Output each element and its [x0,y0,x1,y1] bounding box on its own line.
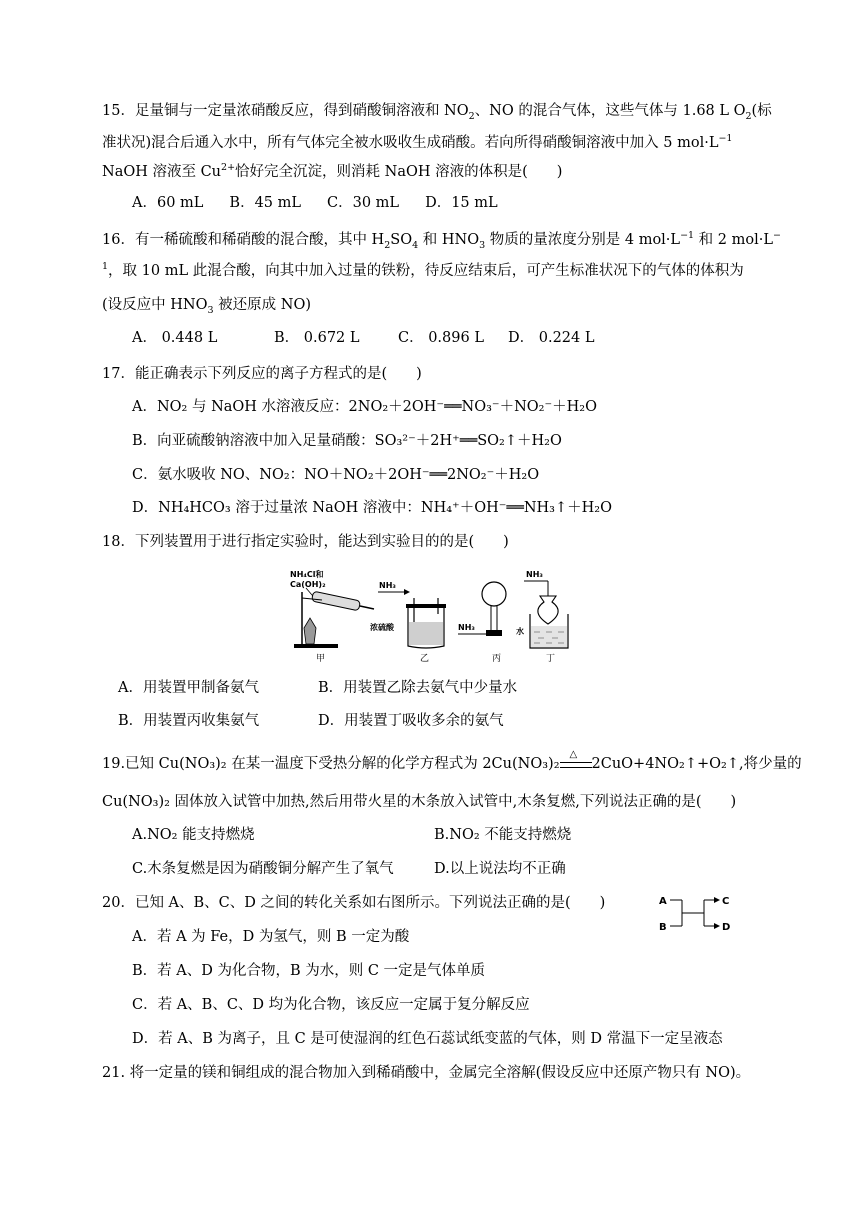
q21-stem: 21. 将一定量的镁和铜组成的混合物加入到稀硝酸中，金属完全溶解(假设反应中还原产物只有 NO)。 [102,1065,751,1081]
q17-option-a: A．NO₂ 与 NaOH 水溶液反应：2NO₂＋2OH⁻══NO₃⁻＋NO₂⁻＋H₂O [132,399,597,415]
q17-option-c: C．氨水吸收 NO、NO₂：NO＋NO₂＋2OH⁻══2NO₂⁻＋H₂O [132,467,540,483]
heat-symbol: △ [569,749,578,760]
q19-line-1: 19.已知 Cu(NO₃)₂ 在某一温度下受热分解的化学方程式为 2Cu(NO₃)₂ △ 2CuO+4NO₂↑+O₂↑,将少量的 [102,754,802,774]
q15-line-3: NaOH 溶液至 $Cu^{2+}$恰好完全沉淀，则消耗 NaOH 溶液的体积是( ) [102,162,563,180]
fig-label-ding: 丁 [546,654,556,664]
fig-round-flask [482,582,506,606]
q16-option-b: B． 0.672 L [274,330,360,346]
q18-stem: 18．下列装置用于进行指定实验时，能达到实验目的的是( ) [102,534,509,550]
fig-reagent-label-2: Ca(OH)₂ [290,580,326,589]
fig-label-jia: 甲 [316,654,326,664]
q15-line-1: 15．足量铜与一定量浓硝酸反应，得到硝酸铜溶液和 $NO_2$、NO 的混合气体，这些气体与 1.68 L $O_2$(标 [102,103,772,122]
q19-option-a: A.NO₂ 能支持燃烧 [132,827,255,843]
q16-line-2: $^1$，取 10 mL 此混合酸，向其中加入过量的铁粉，待反应结束后，可产生标准状况下的气体的体积为 [102,261,744,279]
q20-option-d: D．若 A、B 为离子，且 C 是可使湿润的红色石蕊试纸变蓝的气体，则 D 常温下一定呈液态 [132,1031,723,1047]
fig-acid-label: 浓硫酸 [370,623,394,632]
q16-option-a: A． 0.448 L [132,330,218,346]
q15-option-b: B．45 mL [229,195,302,211]
q18-option-a: A．用装置甲制备氨气 [118,680,259,696]
q18-option-c: B．用装置丙收集氨气 [118,713,260,729]
fig-nh3-label-b: NH₃ [379,581,396,590]
q17-stem: 17．能正确表示下列反应的离子方程式的是( ) [102,366,422,382]
q19-line-2: Cu(NO₃)₂ 固体放入试管中加热,然后用带火星的木条放入试管中,木条复燃,下列说法正确的是( ) [102,794,737,810]
q15-option-c: C．30 mL [327,195,400,211]
q20-stem: 20．已知 A、B、C、D 之间的转化关系如右图所示。下列说法正确的是( ) [102,895,606,911]
q15-line-2: 准状况)混合后通入水中，所有气体完全被水吸收生成硝酸。若向所得硝酸铜溶液中加入 5 $mol\cdot L^{-1}$ [102,133,733,151]
q20-option-c: C．若 A、B、C、D 均为化合物，该反应一定属于复分解反应 [132,997,530,1013]
fig-water-label: 水 [516,627,524,636]
q19-option-c: C.木条复燃是因为硝酸铜分解产生了氧气 [132,861,394,877]
q20-option-a: A．若 A 为 Fe，D 为氢气，则 B 一定为酸 [132,929,410,945]
fig-node-d: D [722,922,731,933]
q16-line-3: (设反应中 $HNO_3$ 被还原成 NO) [102,297,311,316]
q18-option-d: D．用装置丁吸收多余的氨气 [318,713,504,729]
q16-line-1: 16．有一稀硫酸和稀硝酸的混合酸，其中 $H_2SO_4$ 和 $HNO_3$ 物质的量浓度分别是 4 $mol\cdot L^{-1}$ 和 2 mol·L− [102,230,781,251]
fig-node-a: A [659,896,667,907]
fig-label-bing: 丙 [492,654,502,664]
q18-option-b: B．用装置乙除去氨气中少量水 [318,680,518,696]
fig-node-c: C [722,896,730,907]
q16-option-c: C． 0.896 L [398,330,484,346]
fig-node-b: B [659,922,667,933]
q16-option-d: D． 0.224 L [508,330,595,346]
fig-test-tube [311,591,360,611]
fig-label-yi: 乙 [420,654,430,664]
fig-nh3-label-c: NH₃ [458,623,475,632]
q19-option-b: B.NO₂ 不能支持燃烧 [434,827,572,843]
q19-option-d: D.以上说法均不正确 [434,861,566,877]
q15-options [132,193,524,213]
q17-option-d: D．NH₄HCO₃ 溶于过量浓 NaOH 溶液中：NH₄⁺＋OH⁻══NH₃↑＋H₂O [132,500,612,516]
q20-relation-figure [656,890,736,936]
fig-lamp [304,618,316,644]
q20-option-b: B．若 A、D 为化合物，B 为水，则 C 一定是气体单质 [132,963,486,979]
fig-funnel [538,596,558,624]
fig-reagent-label-1: NH₄Cl和 [290,570,324,579]
fig-nh3-label-d: NH₃ [526,570,543,579]
q17-option-b: B．向亚硫酸钠溶液中加入足量硝酸：SO₃²⁻＋2H⁺══SO₂↑＋H₂O [132,433,562,449]
q15-option-a: A．60 mL [132,195,204,211]
q18-apparatus-figure [286,568,586,666]
q15-option-d: D．15 mL [425,195,498,211]
